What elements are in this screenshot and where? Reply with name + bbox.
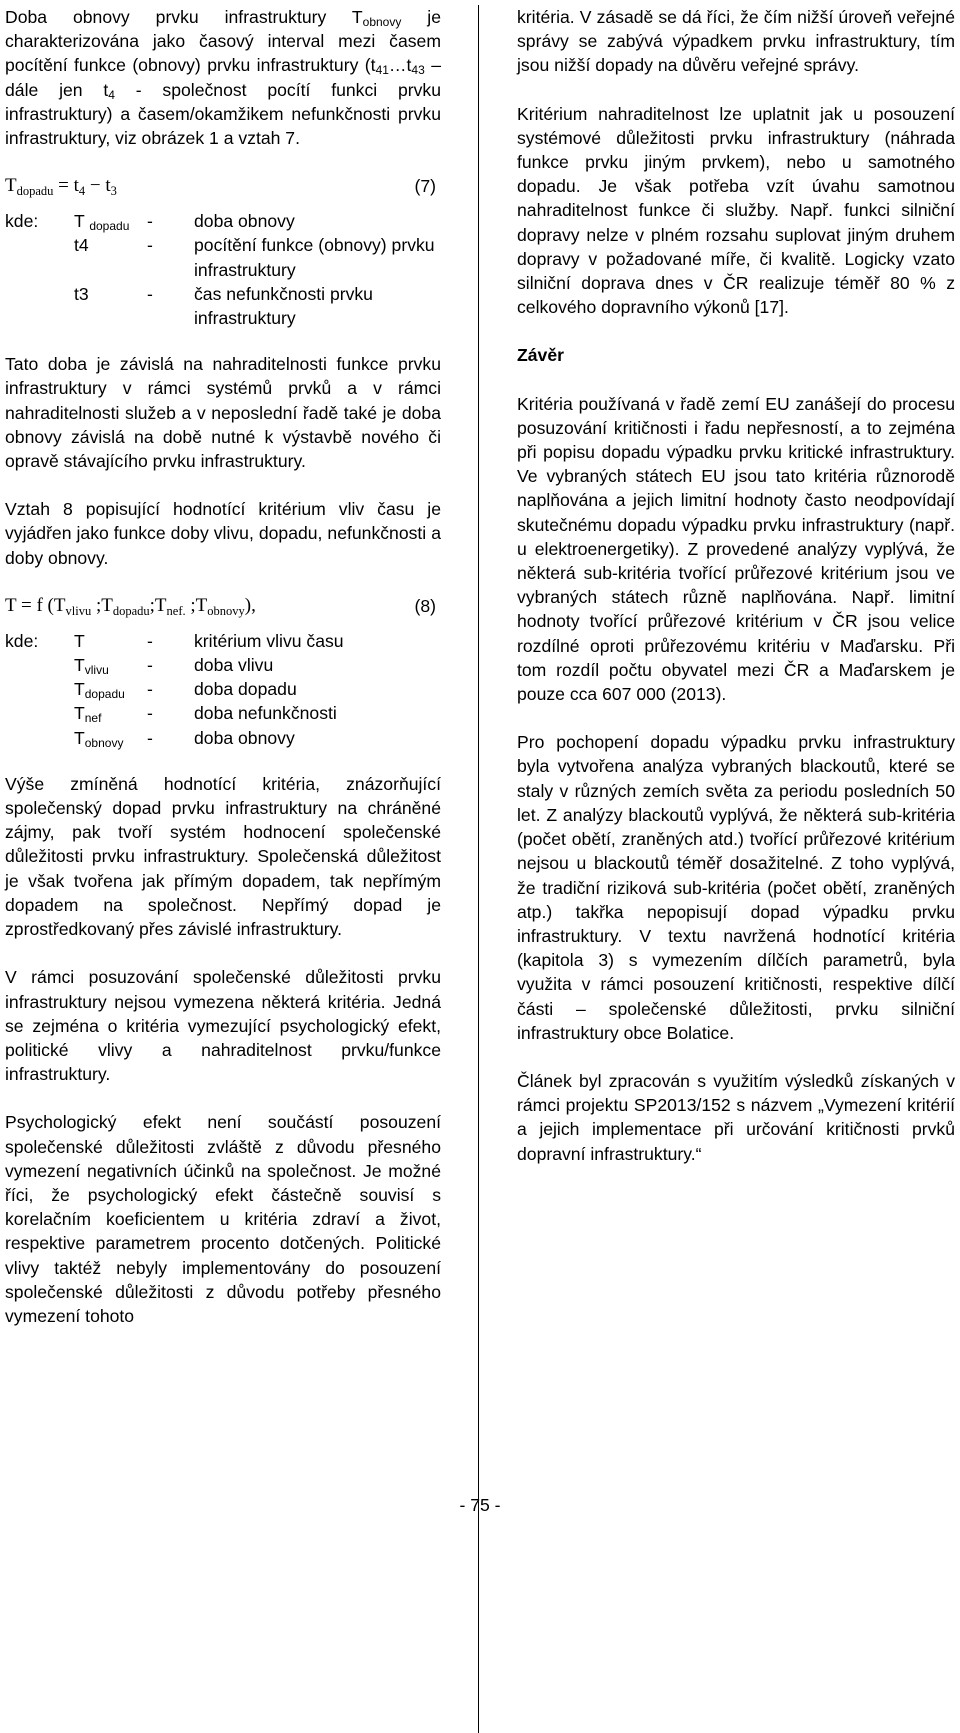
definition-row: t4 - pocítění funkce (obnovy) prvku infrastruktury <box>74 235 435 280</box>
right-column <box>517 5 955 1190</box>
definition-row: kde: T $_{dopadu}$ - doba obnovy <box>5 211 295 234</box>
definition-row: $T_{vlivu}$ - doba vlivu <box>74 655 274 678</box>
body-paragraph: Pro pochopení dopadu výpadku prvku infrastruktury byla vytvořena analýza vybraných blackoutů, které se staly v různých zemích světa za periodu posledních 50 let. Z analýzy blackoutů vyplývá, že některá sub-kritéria (počet obětí, zraněných atd.) tvořící průřezové kritérium nejsou u blackoutů téměř dosažitelné. Z toho vyplývá, že tradiční riziková sub-kritéria (počet obětí, zraněných atp.) takřka nepopisují dopad výpadku prvku infrastruktury. V textu navržená hodnotící kritéria (kapitola 3) s vymezením dílčích parametrů, byla využita v rámci posouzení kritičnosti, respektive dílčí části – společenské důležitosti, prvku silniční infrastruktury obce Bolatice. <box>517 732 955 1043</box>
body-paragraph: kritéria. V zásadě se dá říci, že čím nižší úroveň veřejné správy se zabývá výpadkem prvku infrastruktury, tím jsou nižší dopady na důvěru veřejné správy. <box>517 7 955 76</box>
equation-8: T = f ($T_{vlivu}$ $;T_{dopadu};T_{nef.}$ $;T_{obnovy}$), (8) <box>5 594 436 618</box>
body-paragraph: Kritéria používaná v řadě zemí EU zanášejí do procesu posuzování kritičnosti i řadu nepřesností, a to zejména při popisu dopadu výpadku prvku kritické infrastruktury. Ve vybraných státech EU jsou tato kritéria různorodě naplňována a jejich limitní hodnoty často neodpovídají skutečnému dopadu výpadku prvku infrastruktury (např. u elektroenergetiky). Z provedené analýzy vyplývá, že některá sub-kritéria tvořící průřezové kritérium jsou ve vybraných státech různě naplňována. Např. limitní hodnoty tvořící průřezové kritérium v ČR jsou velice rozdílné oproti průřezovému kritériu v Maďarsku. Při tom rozdíl počtu obyvatel mezi ČR a Maďarskem je pouze cca 607 000 (2013). <box>517 393 955 705</box>
body-paragraph: V rámci posuzování společenské důležitosti prvku infrastruktury nejsou vymezena některá kritéria. Jedná se zejména o kritéria vymezující psychologický efekt, politické vlivy a nahraditelnost prvku/funkce infrastruktury. <box>5 967 441 1085</box>
definition-list-8 <box>5 629 441 750</box>
body-paragraph: Tato doba je závislá na nahraditelnosti funkce prvku infrastruktury v rámci systémů prvků a v rámci nahraditelnosti služeb a v neposlední řadě také je doba obnovy závislá na době nutné k výstavbě nového či opravě stávajícího prvku infrastruktury. <box>5 354 441 472</box>
definition-row: $T_{obnovy}$ - doba obnovy <box>74 727 295 750</box>
equation-7: $T_{dopadu} = t_4 - t_3$ (7) <box>5 175 436 199</box>
intro-paragraph: Doba obnovy prvku infrastruktury $T_{obnovy}$ je charakterizována jako časový interval mezi časem pocítění funkce (obnovy) prvku infrastruktury ($t_{41}\dots t_{43}$ – dále jen $t_4$ - společnost pocítí funkci prvku infrastruktury) a časem/okamžikem nefunkčnosti prvku infrastruktury, viz obrázek 1 a vztah 7. <box>5 7 441 149</box>
definition-row: t3 - čas nefunkčnosti prvku infrastruktury <box>74 283 373 329</box>
body-paragraph: Vztah 8 popisující hodnotící kritérium vliv času je vyjádřen jako funkce doby vlivu, dopadu, nefunkčnosti a doby obnovy. <box>5 499 441 568</box>
definition-row: $T_{dopadu}$ - doba dopadu <box>74 679 297 702</box>
left-column <box>5 5 441 1352</box>
acknowledgement-paragraph: Článek byl zpracován s využitím výsledků získaných v rámci projektu SP2013/152 s názvem „Vymezení kritérií a jejich implementace při určování kritičnosti prvků dopravní infrastruktury.“ <box>517 1070 955 1164</box>
column-divider <box>478 5 479 1733</box>
definition-row: kde: T - kritérium vlivu času <box>5 630 344 651</box>
definition-list-7 <box>5 209 441 330</box>
body-paragraph: Psychologický efekt není součástí posouzení společenské důležitosti zvláště z důvodu přesného vymezení negativních účinků na společnost. Je možné říci, že psychologický efekt částečně souvisí s korelačním koeficientem u kritéria zdraví a život, respektive parametrem procento dotčených. Politické vlivy taktéž nebyly implementovány do posouzení společenské důležitosti z důvodu potřeby přesného vymezení tohoto <box>5 1112 441 1326</box>
definition-row: $T_{nef}$ - doba nefunkčnosti <box>74 703 337 726</box>
body-paragraph: Kritérium nahraditelnost lze uplatnit jak u posouzení systémové důležitosti prvku infrastruktury (náhrada funkce prvku jiným prvkem), nebo u samotného dopadu. Je však potřeba vzít úvahu samotnou nahraditelnost funkce či služby. Např. funkci silniční dopravy nelze v plném rozsahu suplovat jiným druhem dopravy v požadované míře, či kvalitě. Logicky vzato silniční doprava dnes v ČR realizuje téměř 80 % z celkového dopravního výkonů [17]. <box>517 103 955 318</box>
equation-number: (7) <box>414 176 436 197</box>
body-paragraph: Výše zmíněná hodnotící kritéria, znázorňující společenský dopad prvku infrastruktury na chráněné zájmy, pak tvoří systém hodnocení společenské důležitosti prvku infrastruktury. Společenská důležitost je však tvořena jak přímým dopadem, tak nepřímým dopadem na společnost. Nepřímý dopad je zprostředkovaný přes závislé infrastruktury. <box>5 773 441 940</box>
section-heading: Závěr <box>517 345 564 366</box>
equation-number: (8) <box>414 595 436 616</box>
page-number: - 75 - <box>459 1495 501 1515</box>
